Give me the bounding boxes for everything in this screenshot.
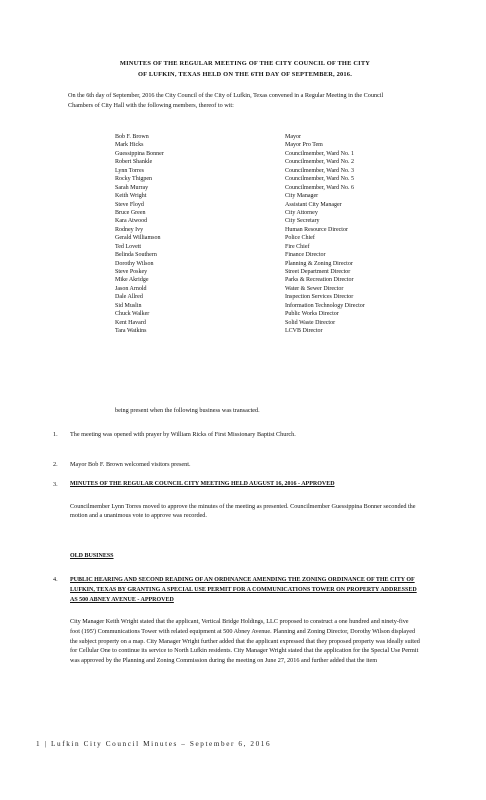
roster-role: Councilmember, Ward No. 5 [285,176,354,183]
roster-row [115,285,415,293]
item-heading: MINUTES OF THE REGULAR COUNCIL CITY MEETING HELD AUGUST 16, 2016 - APPROVED [70,481,335,487]
roster-row [115,158,415,166]
roster-name: Mike Akridge [115,277,149,284]
roster-row [115,302,415,310]
roster-name: Kent Havard [115,319,146,326]
roster-role: Planning & Zoning Director [285,260,353,267]
roster-role: Information Technology Director [285,302,365,309]
roster-row [115,209,415,217]
roster-role: Fire Chief [285,243,310,250]
roster-row [115,167,415,175]
roster-name: Bob F. Brown [115,134,149,140]
roster-role: Councilmember, Ward No. 1 [285,150,354,157]
roster-name: Keith Wright [115,193,147,200]
roster-row [115,226,415,234]
roster-row [115,310,415,318]
roster-role: Inspection Services Director [285,294,354,301]
roster-row [115,192,415,200]
roster-role: Solid Waste Director [285,319,336,326]
roster-name: Gerald Williamson [115,235,161,242]
roster-row [115,234,415,242]
roster-name: Mark Hicks [115,142,144,149]
roster-name: Steve Poskey [115,269,148,275]
roster-role: LCVB Director [285,328,323,335]
roster-role: Street Department Director [285,269,351,275]
roster-role: Human Resource Director [285,226,348,233]
roster-row [115,184,415,192]
roster-role: Finance Director [285,252,326,259]
roster-name: Steve Floyd [115,201,144,208]
roster-row [115,243,415,251]
roster-name: Dorothy Wilson [115,260,154,267]
item-number: 2. [53,461,58,468]
roster-role: Police Chief [285,235,315,242]
item-text: Councilmember Lynn Torres moved to approve the minutes of the meeting as presented. Councilmember Guessippina Bonner seconded the motion and a unanimous vote to approve was recorded. [70,502,416,520]
agenda-item-3 [53,480,420,521]
roster-role: Assistant City Manager [285,201,342,208]
roster-role: Mayor [285,134,301,140]
intro-paragraph: On the 6th day of September, 2016 the City Council of the City of Lufkin, Texas convened in a Regular Meeting in the Council Chambers of City Hall with the following members, thereof to wit: [68,92,384,109]
roster-name: Sarah Murray [115,184,149,191]
roster-row [115,319,415,327]
roster-name: Kara Atwood [115,218,148,225]
roster-name: Jason Arnold [115,285,147,292]
roster-row [115,141,415,149]
roster-name: Chuck Walker [115,311,150,318]
roster-name: Bruce Green [115,209,146,216]
roster-row [115,293,415,301]
roster-row [115,175,415,183]
roster-role: Public Works Director [285,311,339,318]
roster-row [115,260,415,268]
roster-name: Rodney Ivy [115,226,144,233]
item-text: City Manager Keith Wright stated that the applicant, Vertical Bridge Holdings, LLC proposed to construct a one hundred and ninety-five foot (195') Communications Tower with related equipment at 500 Abney Avenue. Planning and Zoning Director, Dorothy Wilson displayed the subject property on a map. City Manager Wright further added that the applicant expressed that they proposed property was ideally suited for Cellular One to continue its service to North Lufkin residents. City Manager Wright stated that the application for the Special Use Permit was approved by the Planning and Zoning Commission during the meeting on June 27, 2016 and further added that the item [70,618,420,665]
agenda-item-1 [53,430,420,440]
roster-row [115,133,415,141]
item-text: The meeting was opened with prayer by William Ricks of First Missionary Baptist Church. [70,431,296,438]
roster-row [115,201,415,209]
page-footer: 1 | Lufkin City Council Minutes – September 6, 2016 [36,740,272,748]
document-title [55,58,435,80]
roster-row [115,217,415,225]
agenda-item-4 [53,575,420,666]
roster-role: City Attorney [285,209,318,216]
roster-name: Ted Lovett [115,243,142,250]
item-number: 1. [53,431,58,438]
item-number: 3. [53,481,58,488]
roster-row [115,276,415,284]
roster-role: Water & Sewer Director [285,285,344,292]
roster-role: Councilmember, Ward No. 2 [285,159,354,166]
agenda-item-2 [53,460,420,470]
attendance-roster [115,133,415,336]
roster-name: Guessippina Bonner [115,150,164,157]
roster-name: Robert Shankle [115,159,153,166]
being-present-text: being present when the following business was transacted. [115,407,260,414]
roster-name: Sid Muslin [115,302,142,309]
roster-role: Mayor Pro Tem [285,142,323,149]
roster-row [115,327,415,335]
item-heading: PUBLIC HEARING AND SECOND READING OF AN ORDINANCE AMENDING THE ZONING ORDINANCE OF THE CITY OF LUFKIN, TEXAS BY GRANTING A SPECIAL USE PERMIT FOR A COMMUNICATIONS TOWER ON PROPERTY ADDRESSED AS 500 ABNEY AVENUE - APPROVED [70,577,417,603]
item-text: Mayor Bob F. Brown welcomed visitors present. [70,461,191,468]
roster-row [115,268,415,276]
item-number: 4. [53,576,58,583]
roster-row [115,150,415,158]
title-line-2: OF LUFKIN, TEXAS HELD ON THE 6TH DAY OF SEPTEMBER, 2016. [137,71,353,78]
roster-role: City Secretary [285,218,320,225]
roster-role: City Manager [285,193,319,200]
roster-name: Tara Watkins [115,328,147,335]
old-business-heading: OLD BUSINESS [70,553,114,559]
roster-name: Belinda Southern [115,252,157,259]
roster-role: Councilmember, Ward No. 3 [285,167,354,174]
roster-name: Dale Allred [115,294,143,301]
roster-name: Rocky Thigpen [115,176,153,183]
roster-name: Lynn Torres [115,167,144,174]
roster-row [115,251,415,259]
roster-role: Councilmember, Ward No. 6 [285,184,354,191]
roster-role: Parks & Recreation Director [285,277,354,284]
title-line-1: MINUTES OF THE REGULAR MEETING OF THE CITY COUNCIL OF THE CITY [119,60,371,67]
